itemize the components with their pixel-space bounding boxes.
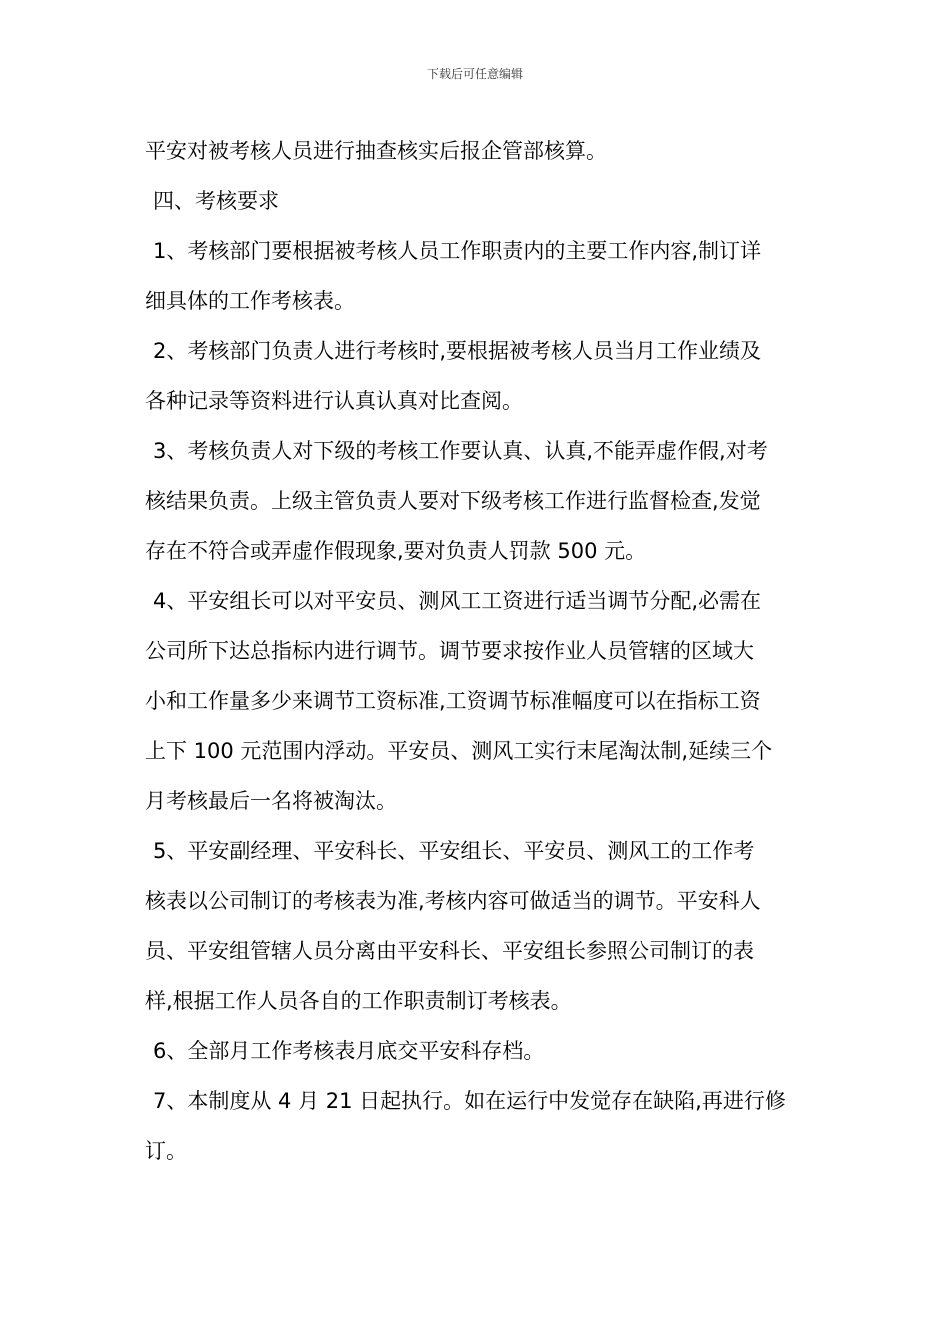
paragraph-line: 7、本制度从 4 月 21 日起执行。如在运行中发觉存在缺陷,再进行修 [153,1089,786,1113]
document-body [145,126,810,1176]
paragraph-line: 1、考核部门要根据被考核人员工作职责内的主要工作内容,制订详 [153,239,762,263]
page-header: 下载后可任意编辑 [426,67,523,81]
paragraph-line: 员、平安组管辖人员分离由平安科长、平安组长参照公司制订的表 [145,939,754,963]
paragraph-line: 6、全部月工作考核表月底交平安科存档。 [153,1039,545,1063]
paragraph-line: 存在不符合或弄虚作假现象,要对负责人罚款 500 元。 [145,539,647,563]
paragraph-line: 公司所下达总指标内进行调节。调节要求按作业人员管辖的区域大 [145,639,754,663]
paragraph-line: 细具体的工作考核表。 [145,289,355,313]
paragraph-line: 上下 100 元范围内浮动。平安员、测风工实行末尾淘汰制,延续三个 [145,739,773,763]
paragraph-line: 订。 [145,1139,187,1163]
paragraph-line: 3、考核负责人对下级的考核工作要认真、认真,不能弄虚作假,对考 [153,439,768,463]
paragraph-line: 样,根据工作人员各自的工作职责制订考核表。 [145,989,572,1013]
paragraph-line: 核表以公司制订的考核表为准,考核内容可做适当的调节。平安科人 [145,889,761,913]
section-heading: 四、考核要求 [153,189,279,213]
paragraph-line: 核结果负责。上级主管负责人要对下级考核工作进行监督检查,发觉 [145,489,761,513]
paragraph-line: 2、考核部门负责人进行考核时,要根据被考核人员当月工作业绩及 [153,339,762,363]
paragraph-line: 平安对被考核人员进行抽查核实后报企管部核算。 [145,139,607,163]
paragraph-line: 各种记录等资料进行认真认真对比查阅。 [145,389,523,413]
paragraph-line: 月考核最后一名将被淘汰。 [145,789,397,813]
paragraph-line: 小和工作量多少来调节工资标准,工资调节标准幅度可以在指标工资 [145,689,761,713]
paragraph-line: 4、平安组长可以对平安员、测风工工资进行适当调节分配,必需在 [153,589,762,613]
paragraph-line: 5、平安副经理、平安科长、平安组长、平安员、测风工的工作考 [153,839,755,863]
